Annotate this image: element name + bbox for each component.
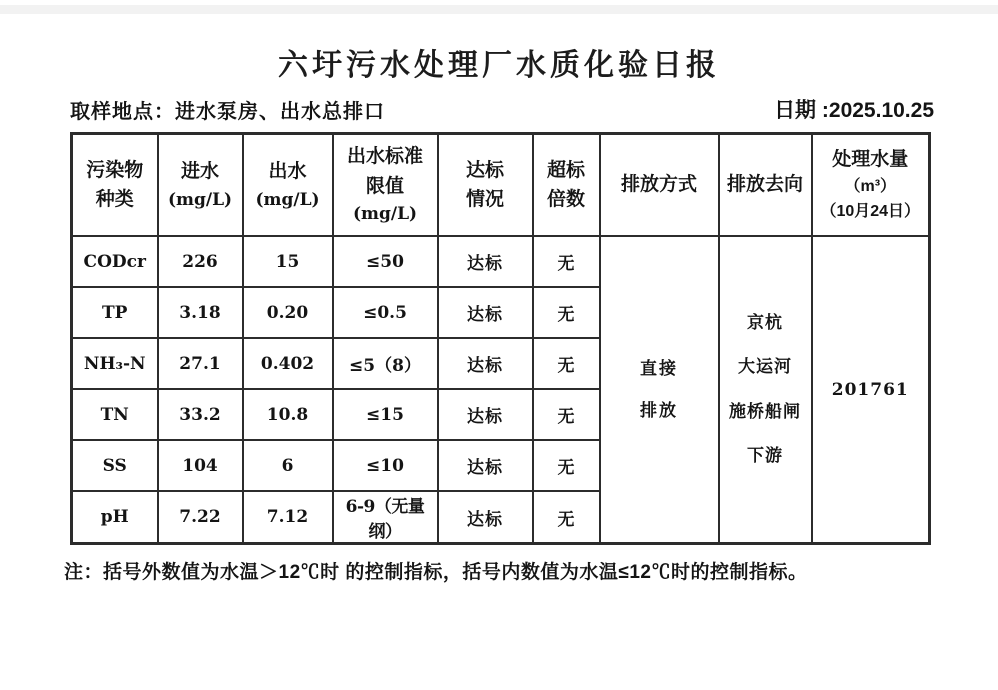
header-limit bbox=[333, 134, 438, 237]
header-discharge-method: 排放方式 bbox=[600, 134, 719, 237]
row-2-limit: ≤5（8） bbox=[333, 338, 438, 389]
row-4-influent: 104 bbox=[158, 440, 243, 491]
header-pollutant bbox=[72, 134, 158, 237]
treated-volume-cell: 201761 bbox=[812, 236, 930, 544]
page-title: 六圩污水处理厂水质化验日报 bbox=[278, 49, 720, 82]
row-0-pollutant: CODcr bbox=[72, 236, 158, 287]
row-5-pollutant: pH bbox=[72, 491, 158, 544]
row-0-effluent: 15 bbox=[243, 236, 333, 287]
row-3-exceed: 无 bbox=[533, 389, 600, 440]
header-discharge-destination: 排放去向 bbox=[719, 134, 812, 237]
header-line: 种类 bbox=[95, 189, 134, 210]
discharge-method-cell bbox=[600, 236, 719, 544]
row-1-status: 达标 bbox=[438, 287, 533, 338]
water-quality-table bbox=[70, 132, 931, 545]
discharge-destination-cell bbox=[719, 236, 812, 544]
info-row bbox=[70, 94, 934, 124]
row-0-limit: ≤50 bbox=[333, 236, 438, 287]
footnote: 注：括号外数值为水温＞12℃时 的控制指标，括号内数值为水温≤12℃时的控制指标。 bbox=[64, 562, 808, 583]
discharge-destination-line: 大运河 bbox=[738, 357, 792, 377]
row-1-limit: ≤0.5 bbox=[333, 287, 438, 338]
row-5-status: 达标 bbox=[438, 491, 533, 544]
row-3-pollutant: TN bbox=[72, 389, 158, 440]
row-1-influent: 3.18 bbox=[158, 287, 243, 338]
header-line: 出水标准 bbox=[346, 146, 423, 168]
discharge-method-line: 排放 bbox=[640, 400, 678, 420]
header-line: 限值 bbox=[365, 175, 404, 197]
header-treated-volume bbox=[812, 134, 930, 237]
row-3-limit: ≤15 bbox=[333, 389, 438, 440]
row-5-limit: 6-9（无量纲） bbox=[333, 491, 438, 544]
header-line: 进水 bbox=[180, 161, 219, 183]
row-2-effluent: 0.402 bbox=[243, 338, 333, 389]
scan-artifact-band bbox=[0, 5, 998, 14]
row-2-influent: 27.1 bbox=[158, 338, 243, 389]
row-5-influent: 7.22 bbox=[158, 491, 243, 544]
header-line: 达标 bbox=[465, 159, 504, 181]
sampling-location: 取样地点：进水泵房、出水总排口 bbox=[70, 101, 385, 123]
header-line: (mg/L) bbox=[255, 189, 320, 210]
header-line: 处理水量 bbox=[832, 149, 909, 171]
discharge-destination-line: 京杭 bbox=[747, 313, 783, 333]
header-influent bbox=[158, 134, 243, 237]
header-status bbox=[438, 134, 533, 237]
row-4-pollutant: SS bbox=[72, 440, 158, 491]
row-0-influent: 226 bbox=[158, 236, 243, 287]
header-effluent bbox=[243, 134, 333, 237]
row-2-status: 达标 bbox=[438, 338, 533, 389]
table-row bbox=[72, 236, 930, 287]
row-1-pollutant: TP bbox=[72, 287, 158, 338]
header-line: 情况 bbox=[465, 189, 504, 210]
row-5-effluent: 7.12 bbox=[243, 491, 333, 544]
header-line: (mg/L) bbox=[167, 189, 233, 210]
row-2-exceed: 无 bbox=[533, 338, 600, 389]
table-header-row bbox=[72, 134, 930, 237]
row-0-status: 达标 bbox=[438, 236, 533, 287]
row-5-exceed: 无 bbox=[533, 491, 600, 544]
row-2-pollutant: NH₃-N bbox=[72, 338, 158, 389]
header-line: （10月24日） bbox=[820, 202, 921, 220]
row-3-influent: 33.2 bbox=[158, 389, 243, 440]
row-3-effluent: 10.8 bbox=[243, 389, 333, 440]
row-4-limit: ≤10 bbox=[333, 440, 438, 491]
header-line: (mg/L) bbox=[352, 204, 418, 225]
discharge-destination-line: 施桥船闸 bbox=[729, 401, 801, 421]
discharge-destination-line: 下游 bbox=[747, 445, 783, 465]
header-exceed bbox=[533, 134, 600, 237]
header-line: （m³） bbox=[844, 177, 897, 195]
row-4-status: 达标 bbox=[438, 440, 533, 491]
header-line: 倍数 bbox=[546, 189, 585, 210]
row-4-effluent: 6 bbox=[243, 440, 333, 491]
row-1-exceed: 无 bbox=[533, 287, 600, 338]
header-line: 出水 bbox=[268, 161, 307, 183]
row-1-effluent: 0.20 bbox=[243, 287, 333, 338]
header-line: 超标 bbox=[546, 159, 585, 181]
row-0-exceed: 无 bbox=[533, 236, 600, 287]
discharge-method-line: 直接 bbox=[640, 358, 678, 378]
row-3-status: 达标 bbox=[438, 389, 533, 440]
header-line: 污染物 bbox=[86, 159, 144, 181]
row-4-exceed: 无 bbox=[533, 440, 600, 491]
report-date: 日期 :2025.10.25 bbox=[774, 99, 934, 122]
